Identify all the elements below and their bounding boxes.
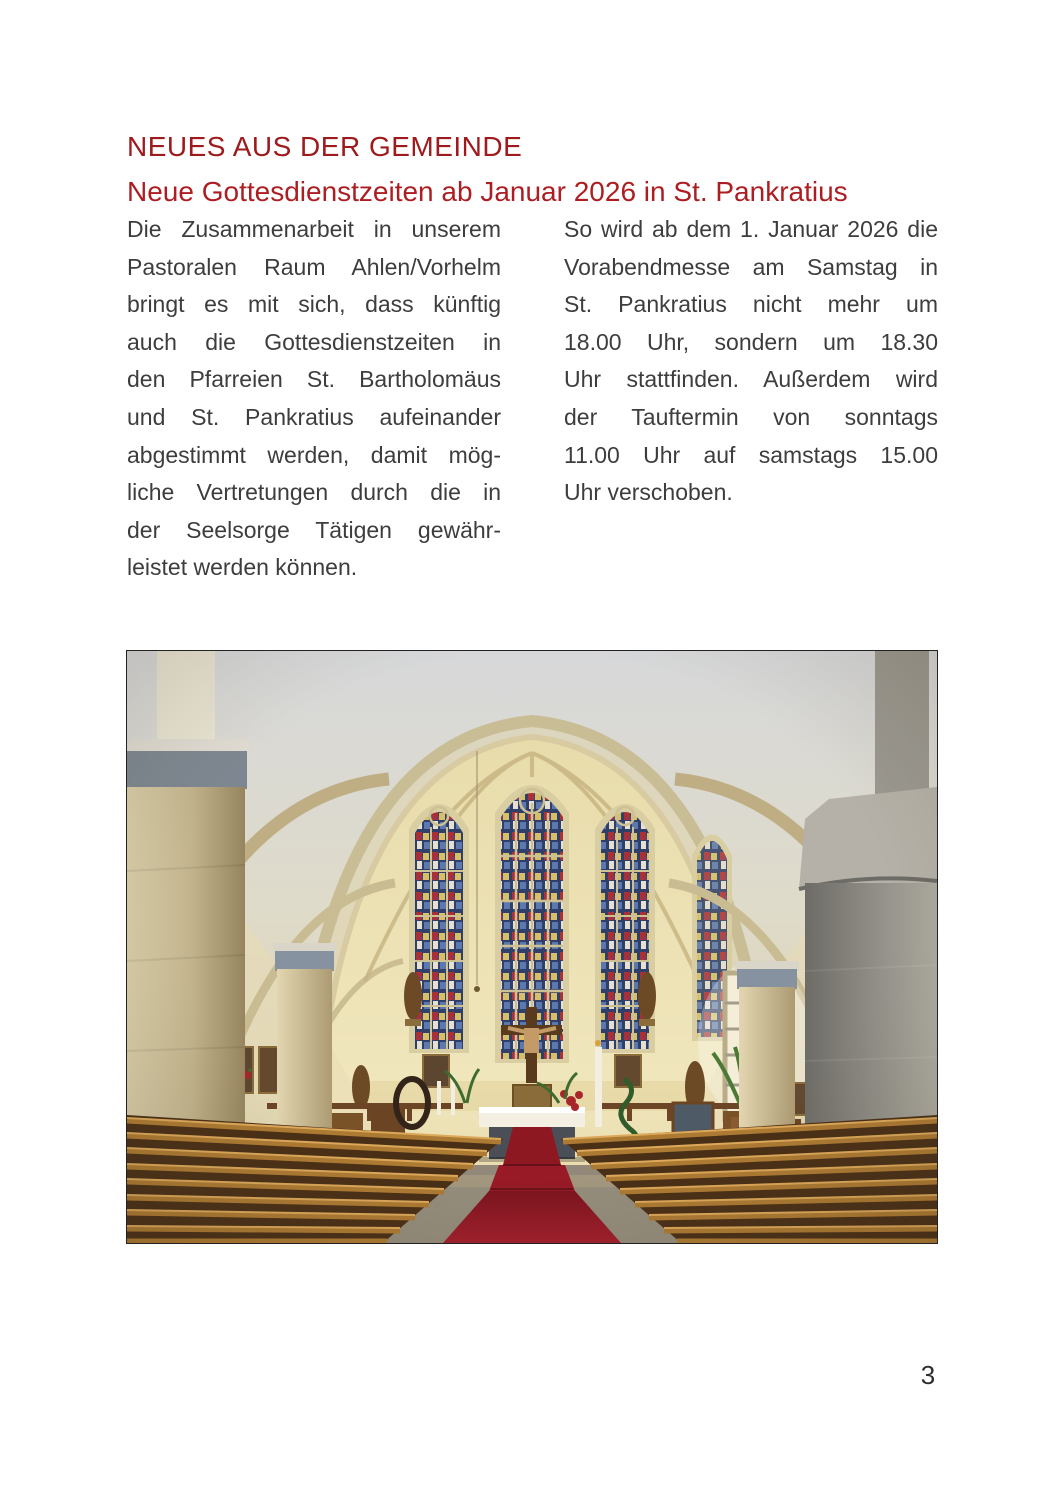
body-line: St. Pankratius nicht mehr um (564, 291, 938, 318)
body-line: So wird ab dem 1. Januar 2026 die (564, 216, 938, 242)
page-number: 3 (920, 1360, 936, 1390)
body-line: der Seelsorge Tätigen gewähr- (127, 516, 501, 543)
body-line: Pastoralen Raum Ahlen/Vorhelm (127, 253, 501, 280)
body-line: Vorabendmesse am Samstag in (564, 253, 938, 280)
church-interior-illustration (127, 651, 937, 1243)
vignette-overlay (127, 651, 937, 1243)
body-line: den Pfarreien St. Bartholomäus (127, 366, 501, 393)
body-line: bringt es mit sich, dass künftig (127, 291, 501, 318)
section-title: NEUES AUS DER GEMEINDE (127, 131, 523, 162)
body-line: Uhr verschoben. (564, 479, 733, 506)
article-body (127, 211, 938, 587)
body-line: auch die Gottesdienstzeiten in (127, 328, 501, 355)
church-interior-photo (126, 650, 938, 1244)
body-line: 18.00 Uhr, sondern um 18.30 (564, 328, 938, 355)
body-line: liche Vertretungen durch die in (127, 479, 501, 506)
body-line: Uhr stattfinden. Außerdem wird (564, 366, 938, 393)
body-line: und St. Pankratius aufeinander (127, 403, 501, 430)
body-line: leistet werden können. (127, 554, 358, 581)
body-line: der Tauftermin von sonntags (564, 403, 938, 430)
body-line: 11.00 Uhr auf samstags 15.00 (564, 441, 938, 468)
body-line: abgestimmt werden, damit mög- (127, 441, 501, 468)
article-headline: Neue Gottesdienstzeiten ab Januar 2026 in St. Pankratius (127, 176, 848, 207)
text-column-left (127, 211, 501, 587)
text-column-right (564, 211, 938, 587)
body-line: Die Zusammenarbeit in unserem (127, 216, 501, 242)
